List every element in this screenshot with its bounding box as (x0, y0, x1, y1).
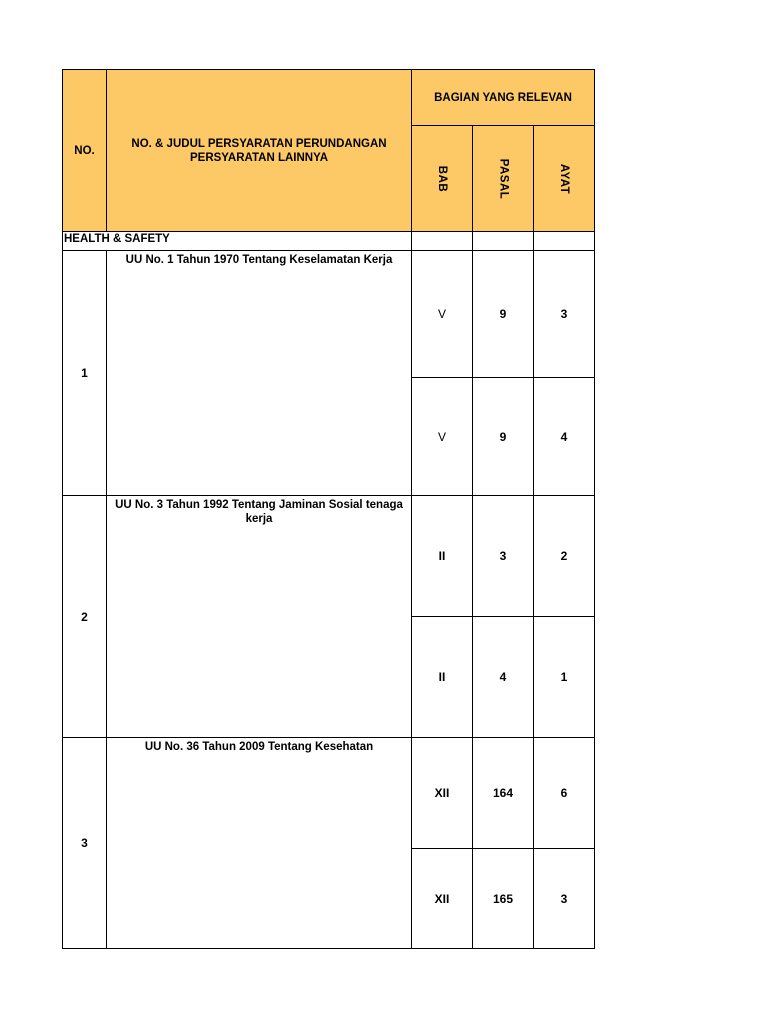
row-1-part-2-ayat (533, 377, 595, 496)
row-3-part-1-pasal (472, 737, 534, 849)
header-ayat-label: AYAT (558, 163, 570, 194)
row-2-part-2-bab (411, 616, 473, 738)
row-1-part-2-pasal-text: 9 (499, 429, 507, 444)
row-3-no (62, 737, 107, 949)
row-3-part-2-bab-text: XII (434, 891, 450, 906)
row-1-title (106, 250, 412, 496)
header-relevant-label: BAGIAN YANG RELEVAN (434, 91, 572, 104)
row-3-part-2-bab (411, 848, 473, 949)
row-2-title (106, 495, 412, 738)
row-3-part-2-pasal-text: 165 (492, 891, 514, 906)
row-1-part-2-bab-text: V (437, 429, 446, 444)
header-ayat (533, 125, 595, 232)
row-3-part-1-ayat (533, 737, 595, 849)
row-1-part-1-ayat (533, 250, 595, 378)
header-relevant (411, 69, 595, 126)
row-1-part-1-bab (411, 250, 473, 378)
header-no-label: NO. (74, 144, 95, 157)
row-2-part-2-ayat-text: 1 (560, 670, 568, 684)
section-row-bab (411, 231, 473, 251)
row-3-title (106, 737, 412, 949)
row-3-part-1-ayat-text: 6 (560, 786, 568, 800)
header-title (106, 69, 412, 232)
row-2-title-text: UU No. 3 Tahun 1992 Tentang Jaminan Sosial tenaga kerja (115, 499, 403, 525)
row-2-part-1-pasal (472, 495, 534, 617)
row-2-part-1-ayat-text: 2 (560, 549, 568, 563)
row-3-part-1-bab (411, 737, 473, 849)
header-title-label: NO. & JUDUL PERSYARATAN PERUNDANGAN PERSYARATAN LAINNYA (131, 137, 387, 164)
row-1-part-2-ayat-text: 4 (560, 429, 568, 444)
row-3-part-2-ayat (533, 848, 595, 949)
row-1-no-text: 1 (81, 366, 88, 380)
row-3-part-1-pasal-text: 164 (492, 786, 514, 800)
row-3-title-text: UU No. 36 Tahun 2009 Tentang Kesehatan (144, 741, 374, 753)
header-pasal-label: PASAL (497, 158, 509, 199)
row-2-part-1-bab (411, 495, 473, 617)
row-2-part-1-ayat (533, 495, 595, 617)
row-2-part-1-bab-text: II (438, 549, 446, 563)
row-1-part-2-pasal (472, 377, 534, 496)
row-2-no-text: 2 (81, 609, 88, 624)
section-row-pasal (472, 231, 534, 251)
row-2-no (62, 495, 107, 738)
header-pasal (472, 125, 534, 232)
row-1-title-text: UU No. 1 Tahun 1970 Tentang Keselamatan Kerja (125, 254, 393, 266)
row-3-part-2-ayat-text: 3 (560, 891, 568, 906)
header-bab (411, 125, 473, 232)
row-2-part-1-pasal-text: 3 (499, 549, 507, 563)
row-1-part-1-bab-text: V (437, 307, 446, 321)
row-3-part-2-pasal (472, 848, 534, 949)
section-row-ayat (533, 231, 595, 251)
row-1-part-2-bab (411, 377, 473, 496)
row-1-part-1-pasal-text: 9 (499, 307, 507, 321)
header-no (62, 69, 107, 232)
row-2-part-2-ayat (533, 616, 595, 738)
row-1-part-1-ayat-text: 3 (560, 307, 568, 321)
row-1-part-1-pasal (472, 250, 534, 378)
row-2-part-2-bab-text: II (438, 670, 446, 684)
header-bab-label: BAB (435, 165, 448, 192)
row-3-no-text: 3 (81, 836, 88, 850)
row-2-part-2-pasal (472, 616, 534, 738)
section-label: HEALTH & SAFETY (64, 233, 170, 245)
row-2-part-2-pasal-text: 4 (499, 670, 507, 684)
row-3-part-1-bab-text: XII (434, 786, 450, 800)
row-1-no (62, 250, 107, 496)
